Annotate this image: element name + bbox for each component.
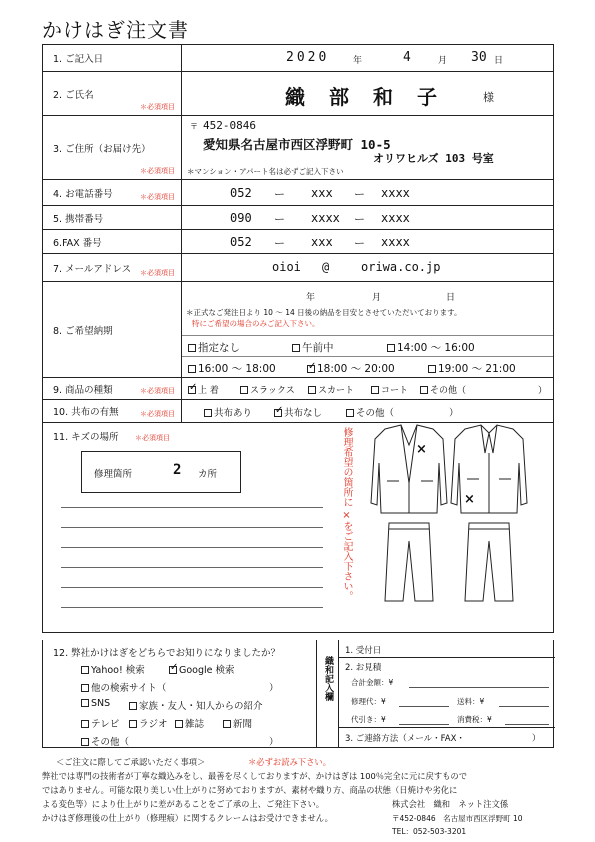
office-side: [317, 640, 339, 747]
office-side-label: 織和記入欄: [323, 656, 333, 701]
row-phone: [43, 180, 553, 206]
garment-diagram[interactable]: [361, 423, 551, 628]
fax-part1: 052: [230, 235, 252, 249]
repair-count-label: 修理箇所: [94, 469, 133, 480]
product-option-label: スカート: [318, 386, 355, 396]
source-option-label: SNS: [91, 698, 111, 709]
checkbox-icon[interactable]: [223, 720, 231, 728]
product-option-label: その他（: [430, 386, 467, 396]
checkbox-icon[interactable]: [204, 409, 212, 417]
product-label-text: 9. 商品の種類: [53, 384, 113, 396]
phone-dash1: ー: [274, 188, 285, 201]
row-damage: [43, 423, 553, 632]
cloth-other-close: ）: [449, 408, 459, 419]
product-option-label: スラックス: [250, 386, 295, 396]
office-shipping-label: 送料：¥: [457, 697, 485, 706]
delivery-day-unit: 日: [446, 293, 456, 303]
checkbox-icon[interactable]: [371, 386, 379, 394]
repair-count-box[interactable]: [81, 451, 241, 493]
checkbox-icon[interactable]: [175, 720, 183, 728]
delivery-note2: 特にご希望の場合のみご記入下さい。: [192, 319, 320, 328]
email-at: @: [322, 260, 330, 274]
checkbox-icon[interactable]: [387, 344, 395, 352]
product-required: ＊必須項目: [140, 387, 175, 395]
mobile-field[interactable]: [182, 206, 553, 229]
checkbox-checked-icon[interactable]: [169, 666, 177, 674]
email-local: oioi: [272, 260, 301, 274]
delivery-note1: ＊正式なご発注日より 10 ～ 14 日後の納品を目安とさせていただいております。: [186, 308, 462, 317]
source-option-label: Yahoo! 検索: [91, 665, 145, 676]
checkbox-checked-icon[interactable]: [188, 386, 196, 394]
office-tax-label: 消費税：¥: [457, 715, 492, 724]
source-option-label: テレビ: [91, 719, 120, 730]
checkbox-checked-icon[interactable]: [307, 365, 315, 373]
office-contact-close: ）: [532, 734, 541, 744]
source-option-sns[interactable]: [81, 698, 110, 709]
source-section: [42, 640, 554, 748]
note-line[interactable]: [61, 607, 323, 608]
delivery-option-morning[interactable]: [292, 340, 334, 355]
postal-code: 452-0846: [203, 119, 256, 132]
office-cod-field[interactable]: [399, 724, 449, 725]
checkbox-icon[interactable]: [240, 386, 248, 394]
source-option-google[interactable]: [169, 662, 235, 676]
email-domain: oriwa.co.jp: [361, 260, 441, 274]
phone-required: ＊必須項目: [140, 193, 175, 201]
delivery-field: [182, 282, 553, 377]
trousers-front-icon: [385, 523, 433, 601]
email-required: ＊必須項目: [140, 269, 175, 277]
terms-line-3: [42, 797, 554, 811]
name-field[interactable]: [182, 72, 553, 115]
checkbox-icon[interactable]: [81, 720, 89, 728]
row-name: [43, 72, 553, 116]
email-field[interactable]: [182, 254, 553, 281]
product-option-skirt[interactable]: [308, 383, 354, 396]
address-label-text: 3. ご住所（お届け先）: [53, 143, 151, 155]
fax-field[interactable]: [182, 230, 553, 253]
office-estimate-row: [339, 658, 555, 728]
delivery-year-unit: 年: [306, 293, 316, 303]
source-option-magazine[interactable]: [175, 716, 204, 730]
phone-label: [43, 180, 182, 205]
damage-mark-1: ×: [416, 442, 427, 457]
delivery-option-label: 18:00 ～ 20:00: [317, 363, 395, 375]
name-required: ＊必須項目: [140, 103, 175, 111]
note-line[interactable]: [61, 567, 323, 568]
cloth-option-label: 共布なし: [284, 408, 323, 419]
terms-body-1: 弊社では専門の技術者が丁寧な織込みをし、最善を尽くしておりますが、かけはぎは 100％完全に元に戻すもので: [42, 771, 468, 781]
address-line1: 愛知県名古屋市西区浮野町 10-5: [203, 137, 391, 152]
address-line2: オリワヒルズ 103 号室: [373, 152, 494, 165]
source-other-search-close: ）: [269, 683, 279, 694]
product-option-jacket[interactable]: [188, 383, 219, 396]
address-field[interactable]: [182, 116, 553, 179]
terms-notes: [42, 755, 554, 839]
email-label-text: 7. メールアドレス: [53, 263, 132, 275]
row-delivery: [43, 282, 553, 378]
mobile-part1: 090: [230, 211, 252, 225]
damage-mark-2: ×: [464, 492, 475, 507]
date-day: 30: [471, 50, 487, 65]
row-mobile: [43, 206, 553, 230]
checkbox-icon[interactable]: [346, 409, 354, 417]
source-option-label: Google 検索: [179, 665, 235, 676]
terms-line-4: [42, 811, 554, 825]
phone-label-text: 4. お電話番号: [53, 188, 113, 200]
phone-dash2: ー: [354, 188, 365, 201]
date-year-unit: 年: [353, 56, 363, 66]
cloth-option-label: その他（: [356, 408, 395, 419]
delivery-option-label: 午前中: [302, 342, 334, 354]
mobile-dash2: ー: [354, 213, 365, 226]
damage-required: ＊必須項目: [135, 434, 170, 442]
damage-area: [43, 423, 553, 632]
name-value: 織 部 和 子: [285, 85, 439, 109]
source-option-label: 新聞: [233, 719, 253, 730]
company-address: 〒452-0846 名古屋市西区浮野町 10: [392, 814, 523, 823]
row-fax: [43, 230, 553, 254]
mobile-part2: xxxx: [311, 211, 340, 225]
checkbox-icon[interactable]: [129, 720, 137, 728]
office-received-label: 1. 受付日: [345, 646, 382, 656]
office-estimate-label: 2. お見積: [345, 663, 382, 673]
cloth-option-label: 共布あり: [214, 408, 253, 419]
office-received-row[interactable]: [339, 640, 555, 658]
delivery-label: 8. ご希望納期: [43, 282, 182, 377]
office-contact-label: 3. ご連絡方法（メール・FAX・: [345, 734, 465, 744]
product-option-label: 上 着: [198, 386, 219, 396]
name-suffix: 様: [483, 91, 494, 104]
fax-dash2: ー: [354, 237, 365, 250]
source-option-newspaper[interactable]: [223, 716, 252, 730]
checkbox-icon[interactable]: [428, 365, 436, 373]
damage-label: 11. キズの場所: [53, 432, 119, 443]
product-field: [182, 378, 553, 399]
mobile-label: 5. 携帯番号: [43, 206, 182, 229]
row-address: [43, 116, 553, 180]
terms-heading-required: ＊必ずお読み下さい。: [248, 757, 331, 767]
product-option-coat[interactable]: [371, 383, 408, 396]
delivery-option-16-18[interactable]: [188, 361, 276, 376]
terms-body-2: ではありません。可能な限り美しい仕上がりに努めておりますが、素材や織り方、商品の状態（日焼けや劣化に: [42, 785, 458, 795]
terms-heading-row: [42, 755, 554, 769]
delivery-option-19-21[interactable]: [428, 361, 516, 376]
email-label: [43, 254, 182, 281]
cloth-label-text: 10. 共布の有無: [53, 407, 119, 418]
terms-line-5: [42, 825, 554, 839]
delivery-option-none[interactable]: [188, 340, 240, 355]
terms-heading: ＜ご注文に際してご承認いただく事項＞: [56, 757, 206, 767]
office-cod-label: 代引き：¥: [351, 715, 386, 724]
address-required: ＊必須項目: [140, 167, 175, 175]
delivery-month-unit: 月: [372, 293, 382, 303]
delivery-option-14-16[interactable]: [387, 340, 475, 355]
checkbox-icon[interactable]: [188, 365, 196, 373]
cloth-option-no[interactable]: [274, 405, 322, 419]
date-month: 4: [403, 50, 411, 65]
cloth-option-yes[interactable]: [204, 405, 252, 419]
office-total-field[interactable]: [409, 687, 549, 688]
office-repair-label: 修理代：¥: [351, 697, 386, 706]
product-other-close: ）: [538, 386, 548, 396]
delivery-option-label: 14:00 ～ 16:00: [397, 342, 475, 354]
source-option-referral[interactable]: [129, 698, 263, 712]
office-contact-row[interactable]: [339, 728, 555, 747]
damage-instruction: 修理希望の箇所に ×をご記入下さい。: [341, 427, 352, 602]
date-month-unit: 月: [438, 56, 448, 66]
company-name: 株式会社 織和 ネット注文係: [392, 799, 509, 809]
trousers-back-icon: [465, 523, 513, 601]
order-form: [42, 44, 554, 633]
office-use-box: [316, 640, 555, 747]
office-repair-field[interactable]: [399, 706, 449, 707]
repair-count-value: 2: [173, 462, 182, 478]
fax-part3: xxxx: [381, 235, 410, 249]
source-other-close: ）: [269, 737, 279, 748]
company-tel: TEL：052-503-3201: [392, 827, 467, 836]
product-label: [43, 378, 182, 399]
address-note: ＊マンション・アパート名は必ずご記入下さい: [187, 167, 344, 176]
name-label-text: 2. ご氏名: [53, 89, 94, 101]
postal-mark: 〒: [190, 122, 198, 131]
row-product: [43, 378, 553, 400]
jacket-back-icon: [451, 425, 527, 513]
delivery-option-label: 指定なし: [198, 342, 240, 354]
office-total-label: 合計金額：¥: [351, 678, 394, 687]
page-title: かけはぎ注文書: [42, 18, 189, 42]
note-line[interactable]: [61, 587, 323, 588]
phone-part1: 052: [230, 186, 252, 200]
checkbox-icon[interactable]: [81, 684, 89, 692]
source-option-label: その他（: [91, 737, 130, 748]
repair-count-unit: カ所: [198, 469, 218, 480]
office-shipping-field[interactable]: [499, 706, 549, 707]
checkbox-icon[interactable]: [81, 738, 89, 746]
source-option-label: 他の検索サイト（: [91, 683, 167, 694]
source-option-other-search[interactable]: [81, 680, 166, 694]
delivery-option-label: 16:00 ～ 18:00: [198, 363, 276, 375]
jacket-front-icon: [371, 425, 447, 513]
source-option-other[interactable]: [81, 734, 129, 748]
mobile-dash1: ー: [274, 213, 285, 226]
note-line[interactable]: [61, 547, 323, 548]
phone-field[interactable]: [182, 180, 553, 205]
cloth-required: ＊必須項目: [140, 410, 175, 418]
date-field[interactable]: [182, 45, 553, 71]
source-option-radio[interactable]: [129, 716, 168, 730]
product-option-label: コート: [381, 386, 409, 396]
checkbox-checked-icon[interactable]: [274, 409, 282, 417]
name-label: [43, 72, 182, 115]
date-label: 1. ご記入日: [43, 45, 182, 71]
cloth-field: [182, 400, 553, 422]
checkbox-icon[interactable]: [81, 699, 89, 707]
row-email: [43, 254, 553, 282]
delivery-option-18-20[interactable]: [307, 361, 395, 376]
address-label: [43, 116, 182, 179]
source-option-label: 家族・友人・知人からの紹介: [139, 701, 263, 712]
row-date: [43, 45, 553, 72]
office-tax-field[interactable]: [505, 724, 549, 725]
phone-part3: xxxx: [381, 186, 410, 200]
product-option-slacks[interactable]: [240, 383, 295, 396]
checkbox-icon[interactable]: [308, 386, 316, 394]
source-option-label: ラジオ: [139, 719, 168, 730]
fax-label: 6.FAX 番号: [43, 230, 182, 253]
terms-body-4: かけはぎ修理後の仕上がり（修理痕）に関するクレームはお受けできません。: [42, 813, 333, 823]
fax-dash1: ー: [274, 237, 285, 250]
checkbox-icon[interactable]: [188, 344, 196, 352]
cloth-option-other[interactable]: [346, 405, 394, 419]
note-line[interactable]: [61, 507, 323, 508]
source-option-tv[interactable]: [81, 716, 119, 730]
note-line[interactable]: [61, 527, 323, 528]
date-day-unit: 日: [494, 56, 504, 66]
checkbox-icon[interactable]: [420, 386, 428, 394]
checkbox-icon[interactable]: [292, 344, 300, 352]
delivery-option-label: 19:00 ～ 21:00: [438, 363, 516, 375]
checkbox-icon[interactable]: [129, 702, 137, 710]
fax-part2: xxx: [311, 235, 333, 249]
terms-body-3: よる変色等）により仕上がりに差があることをご了承の上、ご発注下さい。: [42, 799, 325, 809]
phone-part2: xxx: [311, 186, 333, 200]
cloth-label: [43, 400, 182, 422]
source-question: 12. 弊社かけはぎをどちらでお知りになりましたか？: [53, 648, 281, 659]
source-option-label: 雑誌: [185, 719, 205, 730]
product-option-other[interactable]: [420, 383, 466, 396]
row-cloth: [43, 400, 553, 423]
date-year: 2020: [286, 50, 330, 65]
mobile-part3: xxxx: [381, 211, 410, 225]
checkbox-icon[interactable]: [81, 666, 89, 674]
source-option-yahoo[interactable]: [81, 662, 145, 676]
